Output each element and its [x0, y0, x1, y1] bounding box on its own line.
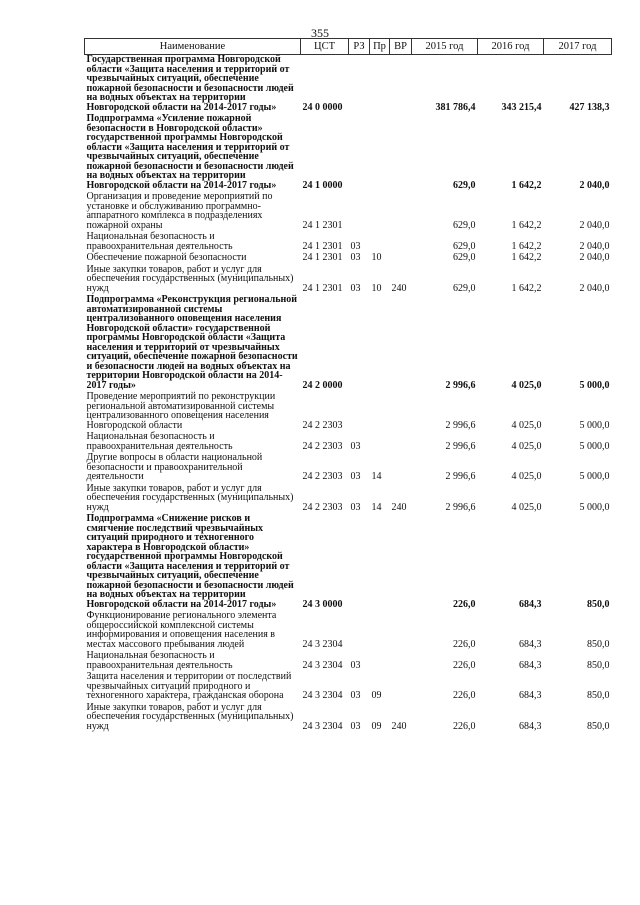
row-vr — [390, 514, 412, 611]
row-pr: 14 — [371, 471, 382, 482]
row-2016: 4 025,0 — [511, 471, 542, 482]
row-2015: 226,0 — [453, 720, 476, 732]
table-row — [85, 514, 612, 611]
table-row — [85, 232, 612, 253]
row-rz: 03 — [350, 240, 361, 252]
row-rz: 03 — [350, 659, 361, 671]
row-cst: 24 3 2304 — [302, 720, 343, 732]
row-name: Защита населения и территории от последствий чрезвычайных ситуаций природного и техногенного характера, гражданская оборона — [86, 671, 292, 701]
table-row — [85, 295, 612, 392]
header-pr: Пр — [370, 39, 390, 55]
header-vr: ВР — [390, 39, 412, 55]
row-2017: 5 000,0 — [579, 471, 610, 482]
row-cst: 24 1 2301 — [302, 252, 343, 263]
row-name: Национальная безопасность и правоохранительная деятельность — [86, 650, 233, 671]
row-name: Функционирование регионального элемента общероссийской комплексной системы информирования и оповещения населения в местах массового пребывания людей — [86, 610, 277, 650]
row-2016: 684,3 — [519, 638, 542, 650]
row-2015: 629,0 — [453, 252, 476, 263]
row-2017: 850,0 — [587, 720, 610, 732]
row-2017: 2 040,0 — [579, 179, 610, 191]
row-2017: 850,0 — [587, 690, 610, 701]
table-row — [85, 651, 612, 672]
table-row — [85, 265, 612, 296]
row-vr — [390, 453, 412, 484]
row-2015: 629,0 — [453, 219, 476, 231]
row-2015: 2 996,6 — [445, 379, 476, 391]
row-vr: 240 — [391, 282, 407, 294]
row-2017: 5 000,0 — [579, 501, 610, 513]
row-cst: 24 3 2304 — [302, 638, 343, 650]
row-vr — [390, 295, 412, 392]
row-2017: 850,0 — [587, 659, 610, 671]
row-pr: 14 — [371, 501, 382, 513]
row-vr — [390, 672, 412, 703]
row-pr — [370, 392, 390, 432]
row-2016: 1 642,2 — [511, 240, 542, 252]
row-cst: 24 3 0000 — [302, 598, 343, 610]
row-rz — [349, 192, 370, 232]
header-2015: 2015 год — [412, 39, 478, 55]
table-row — [85, 392, 612, 432]
row-cst: 24 2 2303 — [302, 419, 343, 431]
row-2016: 684,3 — [519, 720, 542, 732]
row-2015: 629,0 — [453, 282, 476, 294]
row-cst: 24 1 0000 — [302, 179, 343, 191]
row-2015: 381 786,4 — [435, 101, 476, 113]
header-2016: 2016 год — [478, 39, 544, 55]
row-pr — [370, 611, 390, 651]
row-rz — [349, 514, 370, 611]
row-2016: 684,3 — [519, 598, 542, 610]
row-2015: 629,0 — [453, 240, 476, 252]
row-2016: 4 025,0 — [511, 501, 542, 513]
row-2017: 5 000,0 — [579, 379, 610, 391]
row-2016: 4 025,0 — [511, 440, 542, 452]
row-2016: 1 642,2 — [511, 219, 542, 231]
table-row — [85, 703, 612, 734]
row-2015: 2 996,6 — [445, 501, 476, 513]
row-rz: 03 — [350, 471, 361, 482]
row-vr: 240 — [391, 501, 407, 513]
row-pr — [370, 114, 390, 192]
row-vr — [390, 114, 412, 192]
row-name: Иные закупки товаров, работ и услуг для обеспечения государственных (муниципальных) нужд — [86, 701, 294, 732]
row-pr: 09 — [371, 720, 382, 732]
row-2017: 5 000,0 — [579, 419, 610, 431]
row-vr — [390, 611, 412, 651]
table-row — [85, 611, 612, 651]
row-2016: 4 025,0 — [511, 419, 542, 431]
table-row — [85, 114, 612, 192]
row-cst: 24 2 0000 — [302, 379, 343, 391]
row-cst: 24 2 2303 — [302, 471, 343, 482]
row-2016: 4 025,0 — [511, 379, 542, 391]
row-vr — [390, 192, 412, 232]
row-pr — [370, 651, 390, 672]
row-2015: 629,0 — [453, 179, 476, 191]
table-header-row — [85, 39, 612, 55]
row-vr — [390, 232, 412, 253]
row-2015: 226,0 — [453, 690, 476, 701]
row-rz: 03 — [350, 720, 361, 732]
row-vr — [390, 432, 412, 453]
table-row — [85, 253, 612, 265]
row-rz: 03 — [350, 440, 361, 452]
row-pr — [370, 232, 390, 253]
row-rz: 03 — [350, 501, 361, 513]
row-cst: 24 2 2303 — [302, 501, 343, 513]
row-pr — [370, 295, 390, 392]
row-rz: 03 — [350, 282, 361, 294]
row-name: Национальная безопасность и правоохранительная деятельность — [86, 231, 233, 252]
row-2017: 2 040,0 — [579, 240, 610, 252]
row-cst: 24 1 2301 — [302, 240, 343, 252]
row-name: Подпрограмма «Реконструкция региональной автоматизированной системы централизованного оповещения населения Новгородской области» государственной программы Новгородской области «Защита населения и территорий от чрезвычайных ситуаций, обеспечение пожарной безопасности и безопасности людей на водных объектах на территории Новгородской области на 2014-2017 годы» — [86, 294, 298, 391]
row-pr — [370, 432, 390, 453]
table-row — [85, 453, 612, 484]
row-2016: 1 642,2 — [511, 179, 542, 191]
row-2015: 2 996,6 — [445, 440, 476, 452]
table-row — [85, 192, 612, 232]
row-2016: 684,3 — [519, 659, 542, 671]
budget-table — [84, 38, 612, 733]
row-name: Иные закупки товаров, работ и услуг для обеспечения государственных (муниципальных) нужд — [86, 482, 294, 513]
row-2015: 226,0 — [453, 598, 476, 610]
row-2015: 2 996,6 — [445, 471, 476, 482]
row-cst: 24 1 2301 — [302, 219, 343, 231]
row-pr — [370, 55, 390, 115]
row-name: Другие вопросы в области национальной безопасности и правоохранительной деятельности — [86, 452, 263, 482]
row-2017: 2 040,0 — [579, 282, 610, 294]
row-vr — [390, 392, 412, 432]
row-pr — [370, 192, 390, 232]
table-row — [85, 672, 612, 703]
table-row — [85, 55, 612, 115]
row-2016: 1 642,2 — [511, 282, 542, 294]
row-vr: 240 — [391, 720, 407, 732]
table-row — [85, 484, 612, 515]
row-cst: 24 2 2303 — [302, 440, 343, 452]
row-2016: 684,3 — [519, 690, 542, 701]
header-rz: РЗ — [349, 39, 370, 55]
page-number: 355 — [311, 26, 329, 40]
row-2017: 2 040,0 — [579, 219, 610, 231]
row-2015: 226,0 — [453, 659, 476, 671]
row-cst: 24 1 2301 — [302, 282, 343, 294]
row-pr: 10 — [371, 282, 382, 294]
row-rz — [349, 114, 370, 192]
row-name: Иные закупки товаров, работ и услуг для обеспечения государственных (муниципальных) нужд — [86, 263, 294, 294]
row-vr — [390, 651, 412, 672]
row-cst: 24 0 0000 — [302, 101, 343, 113]
row-name: Государственная программа Новгородской области «Защита населения и территорий от чрезвычайных ситуаций, обеспечение пожарной безопасности и безопасности людей на водных объектах на территории Новгородской области на 2014-2017 годы» — [86, 54, 294, 113]
row-rz — [349, 295, 370, 392]
table-row — [85, 432, 612, 453]
header-name: Наименование — [85, 39, 301, 55]
row-name: Подпрограмма «Снижение рисков и смягчение последствий чрезвычайных ситуаций природного и техногенного характера в Новгородской области» государственной программы Новгородской области «Защита населения и территорий от чрезвычайных ситуаций, обеспечение пожарной безопасности и безопасности людей на водных объектах на территории Новгородской области на 2014-2017 годы» — [86, 513, 294, 610]
row-2017: 850,0 — [587, 598, 610, 610]
row-name: Проведение мероприятий по реконструкции региональной автоматизированной системы централизованного оповещения населения Новгородской области — [86, 391, 276, 431]
row-2016: 343 215,4 — [501, 101, 542, 113]
header-2017: 2017 год — [544, 39, 612, 55]
row-2015: 2 996,6 — [445, 419, 476, 431]
row-2017: 5 000,0 — [579, 440, 610, 452]
row-name: Национальная безопасность и правоохранительная деятельность — [86, 431, 233, 452]
row-vr — [390, 55, 412, 115]
row-rz: 03 — [350, 252, 361, 263]
row-rz — [349, 392, 370, 432]
row-rz — [349, 55, 370, 115]
header-cst: ЦСТ — [301, 39, 349, 55]
row-cst: 24 3 2304 — [302, 659, 343, 671]
row-name: Обеспечение пожарной безопасности — [86, 252, 247, 263]
row-cst: 24 3 2304 — [302, 690, 343, 701]
row-2017: 2 040,0 — [579, 252, 610, 263]
row-2017: 427 138,3 — [569, 101, 610, 113]
row-pr: 09 — [371, 690, 382, 701]
row-rz — [349, 611, 370, 651]
row-2016: 1 642,2 — [511, 252, 542, 263]
row-2017: 850,0 — [587, 638, 610, 650]
row-2015: 226,0 — [453, 638, 476, 650]
row-name: Организация и проведение мероприятий по установке и обслуживанию программно-аппаратного комплекса в подразделениях пожарной охраны — [86, 191, 273, 231]
row-rz: 03 — [350, 690, 361, 701]
row-pr — [370, 514, 390, 611]
row-pr: 10 — [371, 252, 382, 263]
row-name: Подпрограмма «Усиление пожарной безопасности в Новгородской области» государственной программы Новгородской области «Защита населения и территорий от чрезвычайных ситуаций, обеспечение пожарной безопасности и безопасности людей на водных объектах на территории Новгородской области на 2014-2017 годы» — [86, 113, 294, 191]
row-vr — [390, 253, 412, 265]
